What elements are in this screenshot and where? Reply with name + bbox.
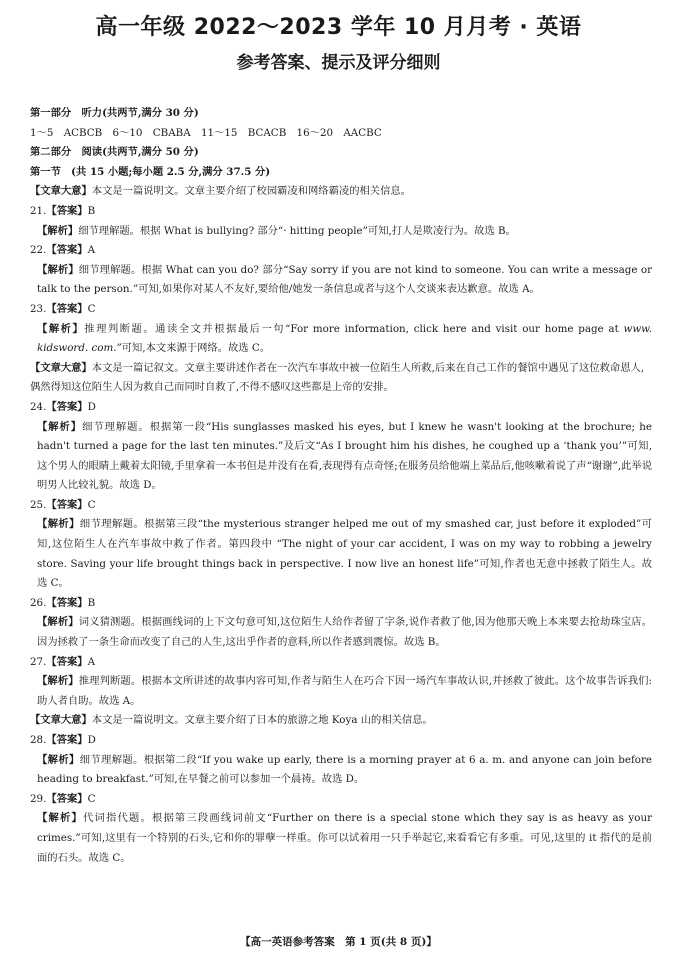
question-explanation [30, 515, 652, 593]
explain-text: 细节理解题。根据第三段“the mysterious stranger helped me out of my smashed car, just before it exploded”可知,这位陌生人在汽车事故中救了作者。第四段中 “The night of your car accident, I was on my way to robbing a jewelry store. Saving your life brought things back in perspective. I now live an honest life”可知,作者也无意中拯救了陌生人。故选 C。 [37, 518, 653, 590]
summary-text: 本文是一篇说明文。文章主要介绍了日本的旅游之地 Koya 山的相关信息。 [91, 714, 433, 727]
question-number: 25. [30, 498, 47, 511]
question-number: 22. [30, 244, 47, 257]
explain-tag: 【解析】 [37, 224, 79, 237]
summary-tag: 【文章大意】 [30, 361, 92, 374]
explain-tag: 【解析】 [37, 420, 83, 433]
question-answer [30, 594, 652, 614]
answer-tag: 【答案】 [46, 734, 88, 746]
question-explanation [30, 809, 652, 868]
explain-text: 细节理解题。根据 What can you do? 部分“Say sorry if you are not kind to someone. You can write a message or talk to the person.”可知,如果你对某人不友好,要给他/她发一条信息或者与这个人交谈来表达歉意。故选 A。 [37, 263, 652, 296]
answer-tag: 【答案】 [46, 596, 88, 609]
explain-tag: 【解析】 [37, 518, 80, 531]
answer-tag: 【答案】 [46, 498, 88, 511]
passage-summary [30, 182, 652, 202]
question-number: 23. [30, 302, 47, 315]
question-explanation [30, 672, 652, 711]
answer-letter: B [87, 596, 96, 609]
answer-tag: 【答案】 [46, 655, 88, 668]
question-answer [30, 202, 652, 222]
answer-letter: C [87, 792, 96, 805]
explain-tag: 【解析】 [37, 812, 83, 825]
explain-text: 细节理解题。根据第一段“His sunglasses masked his eyes, but I knew he wasn't looking at the brochure; he hadn't turned a page for the last ten minutes.”及后文“As I brought him his dishes, he coughed up a ‘thank you’”可知,这个男人的眼睛上戴着太阳镜,手里拿着一本书但是并没有在看,表现得有点奇怪;在服务员给他端上菜品后,他咳嗽着说了声“谢谢”,此举说明男人比较礼貌。故选 D。 [37, 420, 652, 492]
question-answer [30, 300, 652, 320]
answer-tag: 【答案】 [46, 302, 88, 315]
explain-text: 细节理解题。根据第二段“If you wake up early, there is a morning prayer at 6 a. m. and anyone can join before heading to breakfast.”可知,在早餐之前可以参加一个晨祷。故选 D。 [37, 753, 653, 786]
answer-content [30, 104, 652, 868]
summary-text: 本文是一篇记叙文。文章主要讲述作者在一次汽车事故中被一位陌生人所救,后来在自己工作的餐馆中遇见了这位救命恩人,偶然得知这位陌生人因为救自己而同时自救了,不得不感叹这些都是上帝的安排。 [30, 361, 645, 394]
part2-heading: 第二部分 阅读(共两节,满分 50 分) [30, 146, 199, 159]
explain-text: 词义猜测题。根据画线词的上下文句意可知,这位陌生人给作者留了字条,说作者救了他,因为他那天晚上本来要去抢劫珠宝店。因为拯救了一条生命而改变了自己的人生,这出乎作者的意料,所以作者感到震惊。故选 B。 [37, 616, 652, 649]
website-link-text: www. kidsword. com. [37, 322, 652, 355]
page-footer: 【高一英语参考答案 第 1 页(共 8 页)】 [240, 936, 437, 948]
passage-summary [30, 359, 652, 398]
answer-letter: B [87, 204, 96, 217]
page-subtitle: 参考答案、提示及评分细则 [236, 53, 441, 73]
answer-letter: D [87, 400, 96, 413]
explain-text: 推理判断题。通读全文并根据最后一句“For more information, click here and visit our home page at [84, 322, 624, 335]
explain-tag: 【解析】 [37, 322, 85, 335]
question-number: 27. [30, 655, 47, 668]
explain-tag: 【解析】 [37, 616, 79, 629]
answer-tag: 【答案】 [46, 400, 88, 413]
explain-text: 细节理解题。根据 What is bullying? 部分“· hitting people”可知,打人是欺凌行为。故选 B。 [78, 224, 516, 237]
explain-tag: 【解析】 [37, 263, 79, 276]
question-answer [30, 241, 652, 261]
question-answer [30, 653, 652, 673]
question-explanation [30, 418, 652, 496]
explain-tag: 【解析】 [37, 753, 80, 766]
explain-text: 推理判断题。根据本文所讲述的故事内容可知,作者与陌生人在巧合下因一场汽车事故认识,并拯救了彼此。这个故事告诉我们:助人者自助。故选 A。 [37, 675, 653, 707]
explain-text: ”可知,本文来源于网络。故选 C。 [116, 342, 271, 355]
question-number: 26. [30, 596, 47, 609]
explain-text: 代词指代题。根据第三段画线词前文“Further on there is a special stone which they say is as heavy as your crimes.”可知,这里有一个特别的石头,它和你的罪孽一样重。你可以试着用一只手举起它,来看看它有多重。可见,这里的 it 指代的是前面的石头。故选 C。 [37, 812, 653, 864]
question-answer [30, 496, 652, 516]
question-explanation [30, 751, 652, 790]
question-explanation [30, 613, 652, 652]
question-number: 21. [30, 204, 47, 217]
question-number: 29. [30, 792, 47, 805]
answer-letter: D [87, 734, 96, 746]
question-number: 24. [30, 400, 47, 413]
summary-text: 本文是一篇说明文。文章主要介绍了校园霸凌和网络霸凌的相关信息。 [91, 185, 411, 198]
summary-tag: 【文章大意】 [30, 185, 92, 198]
question-explanation [30, 222, 652, 242]
answer-tag: 【答案】 [46, 204, 88, 217]
question-explanation [30, 261, 652, 300]
question-answer [30, 790, 652, 810]
answer-letter: A [87, 655, 96, 668]
answer-tag: 【答案】 [46, 244, 88, 257]
answer-letter: C [87, 498, 96, 511]
question-number: 28. [30, 734, 47, 746]
page-title: 高一年级 2022～2023 学年 10 月月考 · 英语 [95, 15, 582, 40]
part2-section1-heading: 第一节 (共 15 小题;每小题 2.5 分,满分 37.5 分) [30, 165, 271, 178]
answer-letter: A [87, 244, 96, 257]
part1-heading: 第一部分 听力(共两节,满分 30 分) [30, 107, 199, 119]
question-answer [30, 731, 652, 751]
part1-answers: 1～5 ACBCB 6～10 CBABA 11～15 BCACB 16～20 AACBC [30, 126, 382, 139]
question-answer [30, 398, 652, 418]
question-explanation [30, 320, 652, 359]
answer-letter: C [87, 302, 96, 315]
explain-tag: 【解析】 [37, 675, 79, 688]
answer-tag: 【答案】 [46, 792, 88, 805]
summary-tag: 【文章大意】 [30, 714, 92, 727]
passage-summary [30, 711, 652, 731]
